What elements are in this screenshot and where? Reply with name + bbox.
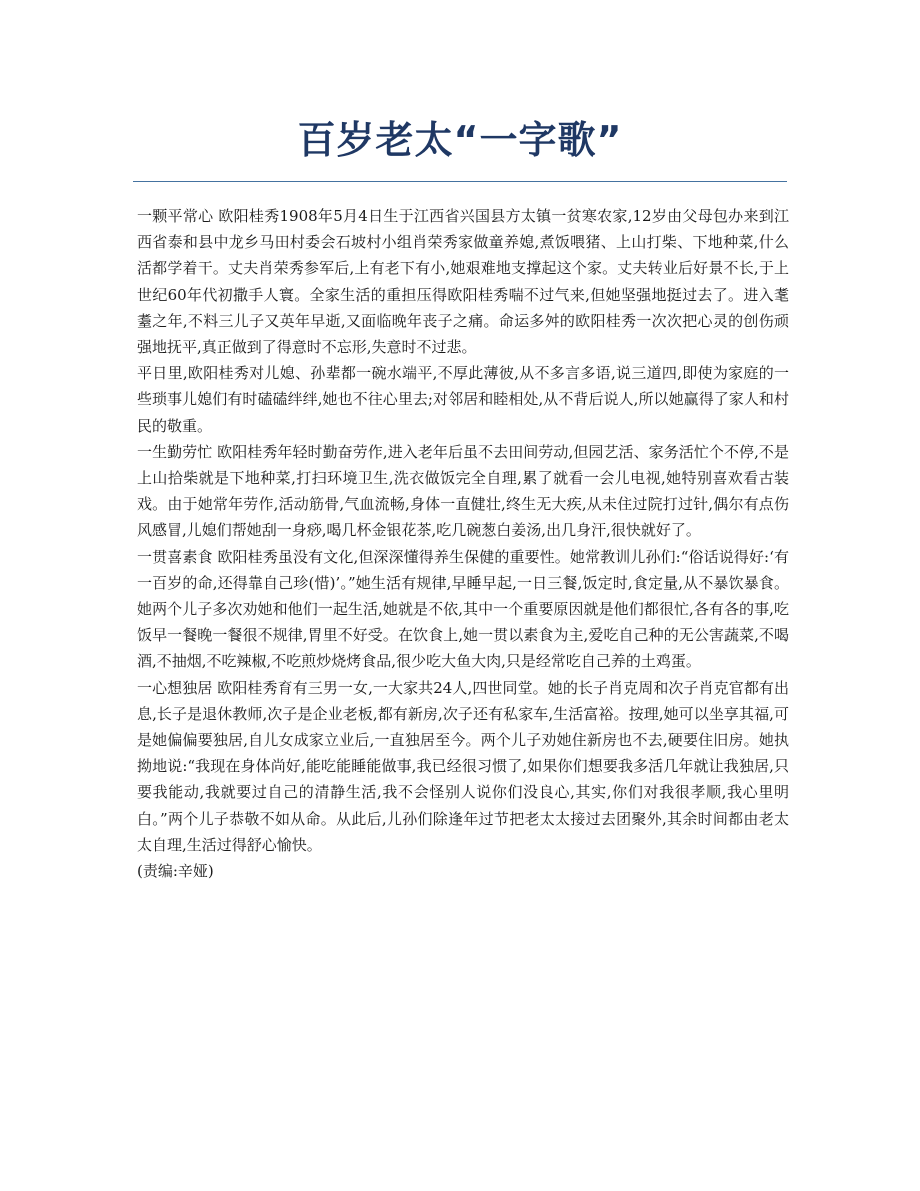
title-divider [133, 181, 787, 182]
article-title: 百岁老太“一字歌” [297, 118, 623, 162]
paragraph: 平日里,欧阳桂秀对儿媳、孙辈都一碗水端平,不厚此薄彼,从不多言多语,说三道四,即使为家庭的一些琐事儿媳们有时磕磕绊绊,她也不往心里去;对邻居和睦相处,从不背后说人,所以她赢得了家人和村民的敬重。 [137, 364, 789, 435]
paragraph: 一贯喜素食 欧阳桂秀虽没有文化,但深深懂得养生保健的重要性。她常教训儿孙们:“俗话说得好:‘有一百岁的命,还得靠自己珍(惜)’。”她生活有规律,早睡早起,一日三餐,饭定时,食定量,从不暴饮暴食。她两个儿子多次劝她和他们一起生活,她就是不依,其中一个重要原因就是他们都很忙,各有各的事,吃饭早一餐晚一餐很不规律,胃里不好受。在饮食上,她一贯以素食为主,爱吃自己种的无公害蔬菜,不喝酒,不抽烟,不吃辣椒,不吃煎炒烧烤食品,很少吃大鱼大肉,只是经常吃自己养的土鸡蛋。 [137, 547, 789, 671]
paragraph: 一颗平常心 欧阳桂秀1908年5月4日生于江西省兴国县方太镇一贫寒农家,12岁由父母包办来到江西省泰和县中龙乡马田村委会石坡村小组肖荣秀家做童养媳,煮饭喂猪、上山打柴、下地种菜,什么活都学着干。丈夫肖荣秀参军后,上有老下有小,她艰难地支撑起这个家。丈夫转业后好景不长,于上世纪60年代初撒手人寰。全家生活的重担压得欧阳桂秀喘不过气来,但她坚强地挺过去了。进入耄耋之年,不料三儿子又英年早逝,又面临晚年丧子之痛。命运多舛的欧阳桂秀一次次把心灵的创伤顽强地抚平,真正做到了得意时不忘形,失意时不过悲。 [137, 207, 789, 357]
article-body [137, 203, 789, 884]
paragraph: 一心想独居 欧阳桂秀育有三男一女,一大家共24人,四世同堂。她的长子肖克周和次子肖克官都有出息,长子是退休教师,次子是企业老板,都有新房,次子还有私家车,生活富裕。按理,她可以坐享其福,可是她偏偏要独居,自儿女成家立业后,一直独居至今。两个儿子劝她住新房也不去,硬要住旧房。她执拗地说:“我现在身体尚好,能吃能睡能做事,我已经很习惯了,如果你们想要我多活几年就让我独居,只要我能动,我就要过自己的清静生活,我不会怪别人说你们没良心,其实,你们对我很孝顺,我心里明白。”两个儿子恭敬不如从命。从此后,儿孙们除逢年过节把老太太接过去团聚外,其余时间都由老太太自理,生活过得舒心愉快。 [137, 678, 789, 854]
editor-credit: (责编:辛娅) [137, 862, 214, 881]
paragraph: 一生勤劳忙 欧阳桂秀年轻时勤奋劳作,进入老年后虽不去田间劳动,但园艺活、家务活忙个不停,不是上山拾柴就是下地种菜,打扫环境卫生,洗衣做饭完全自理,累了就看一会儿电视,她特别喜欢看古装戏。由于她常年劳作,活动筋骨,气血流畅,身体一直健壮,终生无大疾,从未住过院打过针,偶尔有点伤风感冒,儿媳们帮她刮一身痧,喝几杯金银花茶,吃几碗葱白姜汤,出几身汗,很快就好了。 [137, 442, 789, 540]
